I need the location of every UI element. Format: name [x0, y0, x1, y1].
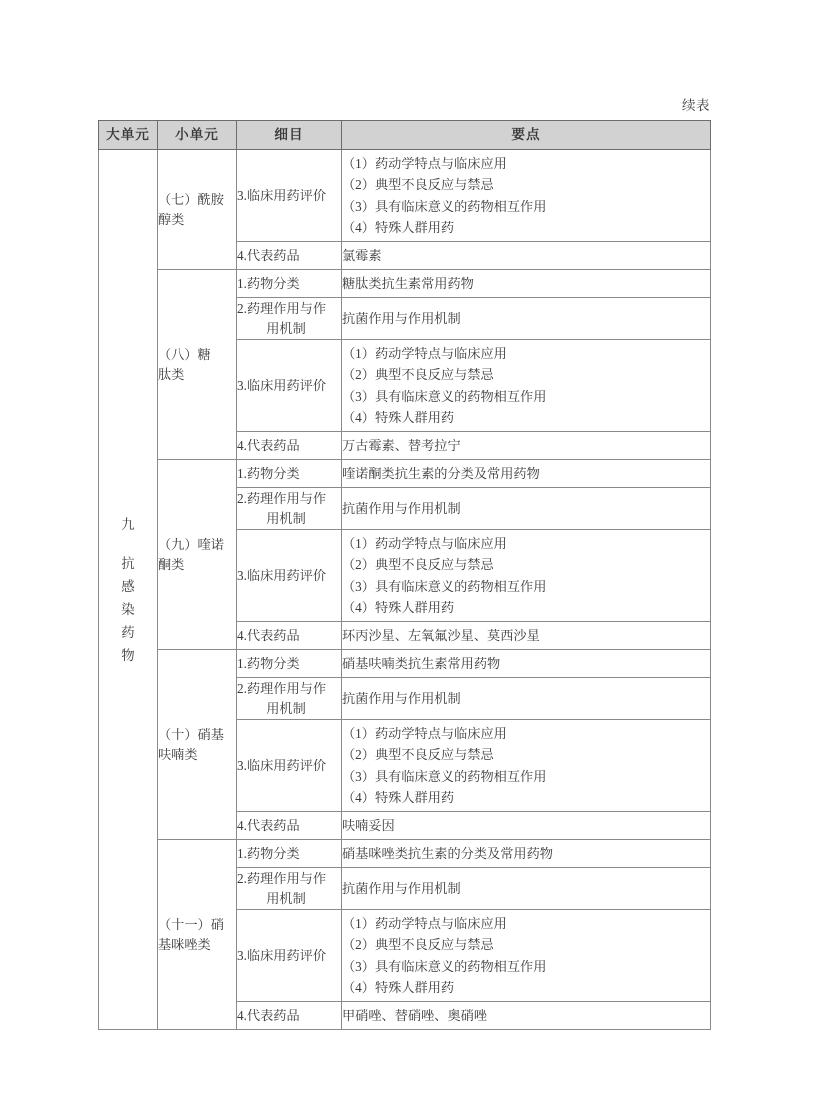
detail-drug-classification [237, 460, 342, 488]
table-row [99, 270, 711, 298]
key-points-mechanism [342, 488, 711, 530]
detail-drug-classification [237, 840, 342, 868]
detail-label-line1: 2.药理作用与作 [237, 871, 327, 886]
detail-label-line2: 用机制 [266, 510, 306, 526]
major-unit-name-char: 染 [121, 601, 135, 617]
key-points-representative-drugs [342, 1002, 711, 1030]
key-points-classification [342, 460, 711, 488]
detail-label-line1: 2.药理作用与作 [237, 301, 327, 316]
key-point-line: 呋喃妥因 [342, 817, 395, 833]
key-point-line: （2）典型不良反应与禁忌 [342, 937, 494, 952]
key-point-line: （1）药动学特点与临床应用 [342, 535, 507, 551]
key-points-representative-drugs [342, 432, 711, 460]
key-point-line: 抗菌作用与作用机制 [342, 310, 461, 326]
minor-unit-line: 酮类 [158, 556, 185, 572]
major-unit-name-char: 药 [121, 624, 135, 640]
key-points-mechanism [342, 678, 711, 720]
detail-drug-classification [237, 650, 342, 678]
major-unit-number: 九 [121, 516, 135, 532]
table-row [99, 650, 711, 678]
detail-label: 3.临床用药评价 [237, 377, 327, 393]
key-point-line: （1）药动学特点与临床应用 [342, 345, 507, 361]
column-header-major-unit: 大单元 [99, 121, 158, 150]
key-point-line: 抗菌作用与作用机制 [342, 880, 461, 896]
detail-label: 1.药物分类 [237, 655, 300, 671]
key-point-line: 万古霉素、替考拉宁 [342, 437, 461, 453]
detail-representative-drugs [237, 242, 342, 270]
detail-pharmacology-mechanism [237, 678, 342, 720]
key-point-line: 硝基呋喃类抗生素常用药物 [342, 655, 501, 671]
minor-unit-line: （九）喹诺 [158, 537, 224, 552]
detail-pharmacology-mechanism [237, 298, 342, 340]
minor-unit-cell [158, 840, 237, 1030]
key-point-line: 抗菌作用与作用机制 [342, 690, 461, 706]
key-point-line: （3）具有临床意义的药物相互作用 [342, 958, 547, 974]
detail-label: 4.代表药品 [237, 1007, 300, 1023]
key-points-clinical-evaluation [342, 910, 711, 1002]
key-point-line: （2）典型不良反应与禁忌 [342, 177, 494, 192]
detail-label-line2: 用机制 [266, 700, 306, 716]
key-points-classification [342, 840, 711, 868]
minor-unit-cell [158, 650, 237, 840]
key-points-classification [342, 650, 711, 678]
detail-pharmacology-mechanism [237, 488, 342, 530]
key-point-line: （4）特殊人群用药 [342, 410, 455, 425]
detail-label: 4.代表药品 [237, 247, 300, 263]
detail-clinical-evaluation [237, 340, 342, 432]
key-points-clinical-evaluation [342, 530, 711, 622]
minor-unit-line: （十）硝基 [158, 727, 224, 742]
detail-label: 4.代表药品 [237, 627, 300, 643]
syllabus-table-body [99, 150, 711, 1030]
key-point-line: 环丙沙星、左氧氟沙星、莫西沙星 [342, 627, 540, 643]
minor-unit-cell [158, 270, 237, 460]
key-point-line: （4）特殊人群用药 [342, 220, 455, 235]
column-header-detail: 细目 [237, 121, 342, 150]
detail-drug-classification [237, 270, 342, 298]
key-points-representative-drugs [342, 812, 711, 840]
key-points-classification [342, 270, 711, 298]
key-point-line: 硝基咪唑类抗生素的分类及常用药物 [342, 845, 553, 861]
key-point-line: 喹诺酮类抗生素的分类及常用药物 [342, 465, 540, 481]
key-points-clinical-evaluation [342, 150, 711, 242]
detail-label: 3.临床用药评价 [237, 757, 327, 773]
detail-representative-drugs [237, 812, 342, 840]
detail-pharmacology-mechanism [237, 868, 342, 910]
key-points-clinical-evaluation [342, 720, 711, 812]
key-points-representative-drugs [342, 242, 711, 270]
minor-unit-line: （十一）硝 [158, 917, 224, 932]
key-point-line: （1）药动学特点与临床应用 [342, 725, 507, 741]
major-unit-name-char: 感 [121, 578, 135, 594]
key-point-line: （2）典型不良反应与禁忌 [342, 747, 494, 762]
detail-label: 3.临床用药评价 [237, 567, 327, 583]
detail-clinical-evaluation [237, 720, 342, 812]
detail-label-line2: 用机制 [266, 320, 306, 336]
minor-unit-line: 基咪唑类 [158, 936, 211, 952]
key-point-line: （1）药动学特点与临床应用 [342, 915, 507, 931]
minor-unit-cell [158, 460, 237, 650]
minor-unit-line: 肽类 [158, 366, 185, 382]
major-unit-cell [99, 150, 158, 1030]
continued-table-label: 续表 [682, 98, 710, 113]
key-points-mechanism [342, 298, 711, 340]
detail-label: 1.药物分类 [237, 275, 300, 291]
detail-label-line1: 2.药理作用与作 [237, 491, 327, 506]
detail-label: 1.药物分类 [237, 465, 300, 481]
key-point-line: （3）具有临床意义的药物相互作用 [342, 388, 547, 404]
key-point-line: （2）典型不良反应与禁忌 [342, 557, 494, 572]
detail-clinical-evaluation [237, 530, 342, 622]
key-point-line: 糖肽类抗生素常用药物 [342, 275, 474, 291]
key-points-representative-drugs [342, 622, 711, 650]
detail-label: 3.临床用药评价 [237, 947, 327, 963]
detail-representative-drugs [237, 622, 342, 650]
minor-unit-line: （八）糖 [158, 347, 211, 362]
detail-label: 4.代表药品 [237, 437, 300, 453]
column-header-minor-unit: 小单元 [158, 121, 237, 150]
table-header-row [99, 121, 711, 150]
detail-clinical-evaluation [237, 910, 342, 1002]
key-point-line: 甲硝唑、替硝唑、奥硝唑 [342, 1007, 488, 1023]
key-point-line: 抗菌作用与作用机制 [342, 500, 461, 516]
key-point-line: （3）具有临床意义的药物相互作用 [342, 578, 547, 594]
detail-label: 1.药物分类 [237, 845, 300, 861]
detail-label: 4.代表药品 [237, 817, 300, 833]
minor-unit-line: 醇类 [158, 211, 185, 227]
key-point-line: （4）特殊人群用药 [342, 980, 455, 995]
key-point-line: （2）典型不良反应与禁忌 [342, 367, 494, 382]
key-points-mechanism [342, 868, 711, 910]
syllabus-table-container [98, 120, 710, 1030]
minor-unit-line: （七）酰胺 [158, 192, 224, 207]
key-point-line: （4）特殊人群用药 [342, 600, 455, 615]
table-row [99, 460, 711, 488]
detail-representative-drugs [237, 432, 342, 460]
key-point-line: （3）具有临床意义的药物相互作用 [342, 198, 547, 214]
column-header-key-points: 要点 [342, 121, 711, 150]
key-point-line: 氯霉素 [342, 247, 382, 263]
minor-unit-line: 呋喃类 [158, 746, 198, 762]
detail-representative-drugs [237, 1002, 342, 1030]
table-row [99, 150, 711, 242]
key-point-line: （3）具有临床意义的药物相互作用 [342, 768, 547, 784]
detail-label-line1: 2.药理作用与作 [237, 681, 327, 696]
major-unit-name-char: 抗 [121, 555, 135, 571]
major-unit-name-char: 物 [121, 647, 135, 663]
key-point-line: （4）特殊人群用药 [342, 790, 455, 805]
minor-unit-cell [158, 150, 237, 270]
syllabus-table [98, 120, 711, 1030]
detail-label: 3.临床用药评价 [237, 187, 327, 203]
key-point-line: （1）药动学特点与临床应用 [342, 155, 507, 171]
detail-clinical-evaluation [237, 150, 342, 242]
table-row [99, 840, 711, 868]
detail-label-line2: 用机制 [266, 890, 306, 906]
key-points-clinical-evaluation [342, 340, 711, 432]
